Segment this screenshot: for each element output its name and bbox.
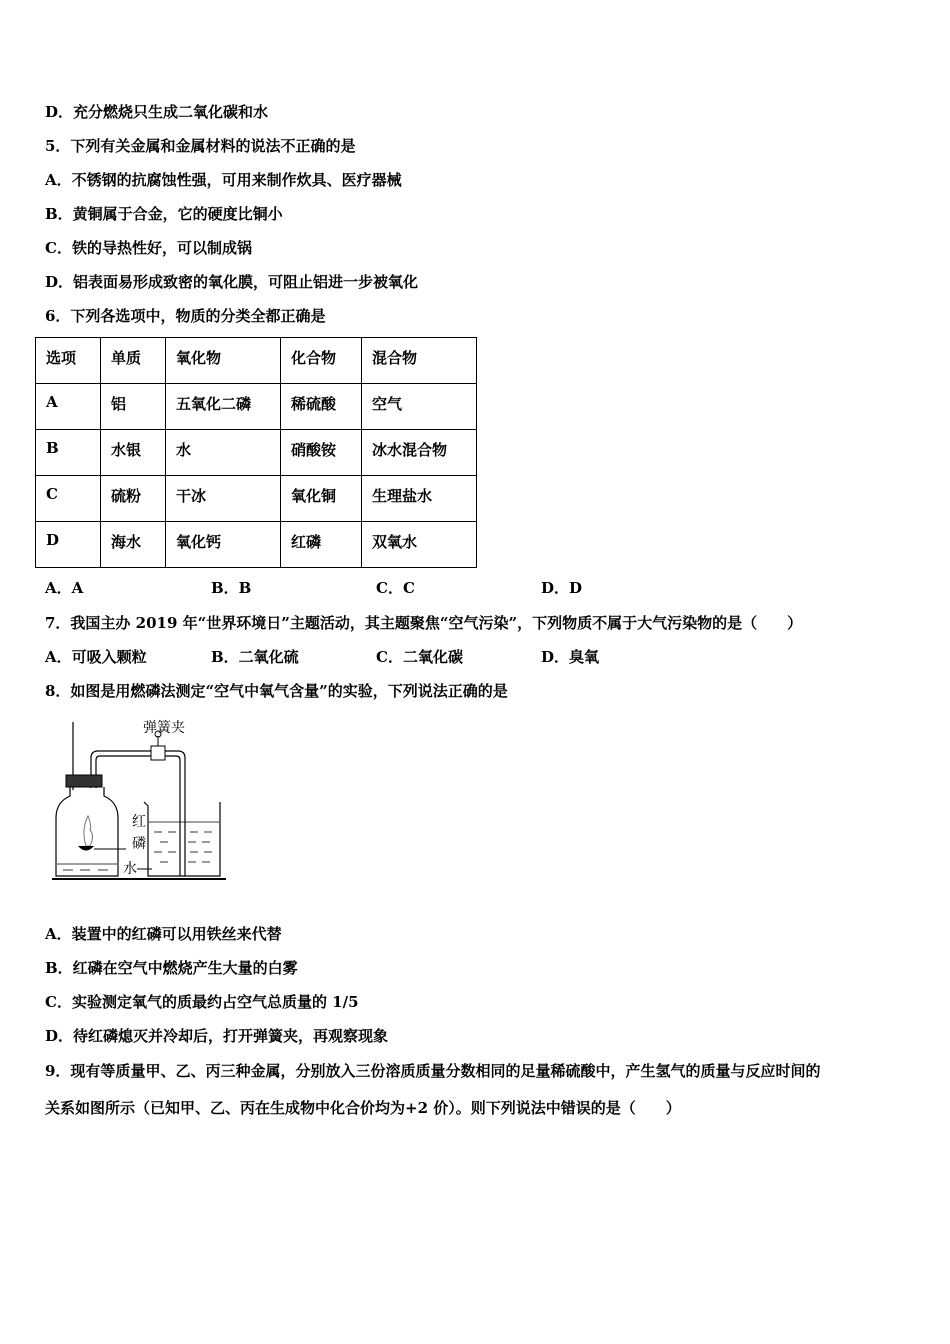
beaker-water — [154, 832, 212, 862]
table-header: 混合物 — [362, 338, 477, 384]
table-header: 单质 — [101, 338, 166, 384]
q6-answer-d: D．D — [541, 579, 583, 597]
clamp-label: 弹簧夹 — [143, 720, 185, 736]
gas-bottle — [56, 787, 118, 876]
table-cell: 红磷 — [281, 522, 362, 568]
table-cell: 空气 — [362, 384, 477, 430]
q5-option-d: D．铝表面易形成致密的氧化膜，可阻止铝进一步被氧化 — [45, 273, 419, 291]
table-cell: B — [36, 430, 101, 476]
table-cell: D — [36, 522, 101, 568]
water-label: 水 — [123, 861, 137, 877]
table-cell: 双氧水 — [362, 522, 477, 568]
q7-options — [45, 647, 925, 667]
table-row — [36, 522, 477, 568]
q8-option-b: B．红磷在空气中燃烧产生大量的白雾 — [45, 959, 298, 977]
table-cell: 硫粉 — [101, 476, 166, 522]
q6-answer-b: B．B — [211, 579, 252, 597]
q4-option-d: D．充分燃烧只生成二氧化碳和水 — [45, 103, 269, 121]
table-cell: 氧化铜 — [281, 476, 362, 522]
table-cell: 铝 — [101, 384, 166, 430]
q6-answer-c: C．C — [376, 579, 415, 597]
apparatus-diagram — [48, 718, 238, 888]
table-cell: 水银 — [101, 430, 166, 476]
classification-table — [35, 337, 477, 568]
q7-stem: 7．我国主办 2019 年“世界环境日”主题活动，其主题聚焦“空气污染”，下列物质不属于大气污染物的是（ ） — [45, 614, 803, 632]
q9-stem-line-1: 9．现有等质量甲、乙、丙三种金属，分别放入三份溶质质量分数相同的足量稀硫酸中，产生氢气的质量与反应时间的 — [45, 1062, 821, 1080]
table-header: 化合物 — [281, 338, 362, 384]
table-row — [36, 384, 477, 430]
q9-stem-line-2: 关系如图所示（已知甲、乙、丙在生成物中化合价均为+2 价）。则下列说法中错误的是（ ） — [45, 1099, 681, 1117]
flame-icon — [84, 816, 93, 846]
table-cell: A — [36, 384, 101, 430]
phosphorus-label: 磷 — [132, 836, 146, 852]
table-header: 选项 — [36, 338, 101, 384]
q8-option-a: A．装置中的红磷可以用铁丝来代替 — [45, 925, 282, 943]
table-cell: 水 — [166, 430, 281, 476]
table-cell: 稀硫酸 — [281, 384, 362, 430]
table-row — [36, 430, 477, 476]
table-cell: 海水 — [101, 522, 166, 568]
spring-clamp — [151, 746, 165, 760]
q6-stem: 6．下列各选项中，物质的分类全都正确是 — [45, 307, 326, 325]
table-cell: 硝酸铵 — [281, 430, 362, 476]
q5-option-a: A．不锈钢的抗腐蚀性强，可用来制作炊具、医疗器械 — [45, 171, 402, 189]
q6-answer-options — [45, 578, 925, 598]
table-cell: C — [36, 476, 101, 522]
table-header: 氧化物 — [166, 338, 281, 384]
table-cell: 生理盐水 — [362, 476, 477, 522]
table-row — [36, 476, 477, 522]
beaker — [144, 802, 220, 876]
rubber-stopper — [66, 775, 102, 787]
combustion-spoon — [78, 846, 94, 851]
red-label: 红 — [132, 814, 146, 830]
q8-stem: 8．如图是用燃磷法测定“空气中氧气含量”的实验，下列说法正确的是 — [45, 682, 508, 700]
q7-option-c: C．二氧化碳 — [376, 648, 463, 666]
q8-option-c: C．实验测定氧气的质最约占空气总质量的 1/5 — [45, 993, 359, 1011]
q8-option-d: D．待红磷熄灭并冷却后，打开弹簧夹，再观察现象 — [45, 1027, 389, 1045]
q6-answer-a: A．A — [45, 579, 84, 597]
phosphorus-experiment-figure — [48, 718, 238, 892]
q5-option-b: B．黄铜属于合金，它的硬度比铜小 — [45, 205, 283, 223]
q5-option-c: C．铁的导热性好，可以制成锅 — [45, 239, 252, 257]
table-cell: 冰水混合物 — [362, 430, 477, 476]
table-header-row — [36, 338, 477, 384]
table-cell: 五氧化二磷 — [166, 384, 281, 430]
q7-option-d: D．臭氧 — [541, 648, 600, 666]
table-cell: 氧化钙 — [166, 522, 281, 568]
q7-option-a: A．可吸入颗粒 — [45, 648, 147, 666]
table-cell: 干冰 — [166, 476, 281, 522]
q7-option-b: B．二氧化硫 — [211, 648, 299, 666]
q5-stem: 5．下列有关金属和金属材料的说法不正确的是 — [45, 137, 356, 155]
